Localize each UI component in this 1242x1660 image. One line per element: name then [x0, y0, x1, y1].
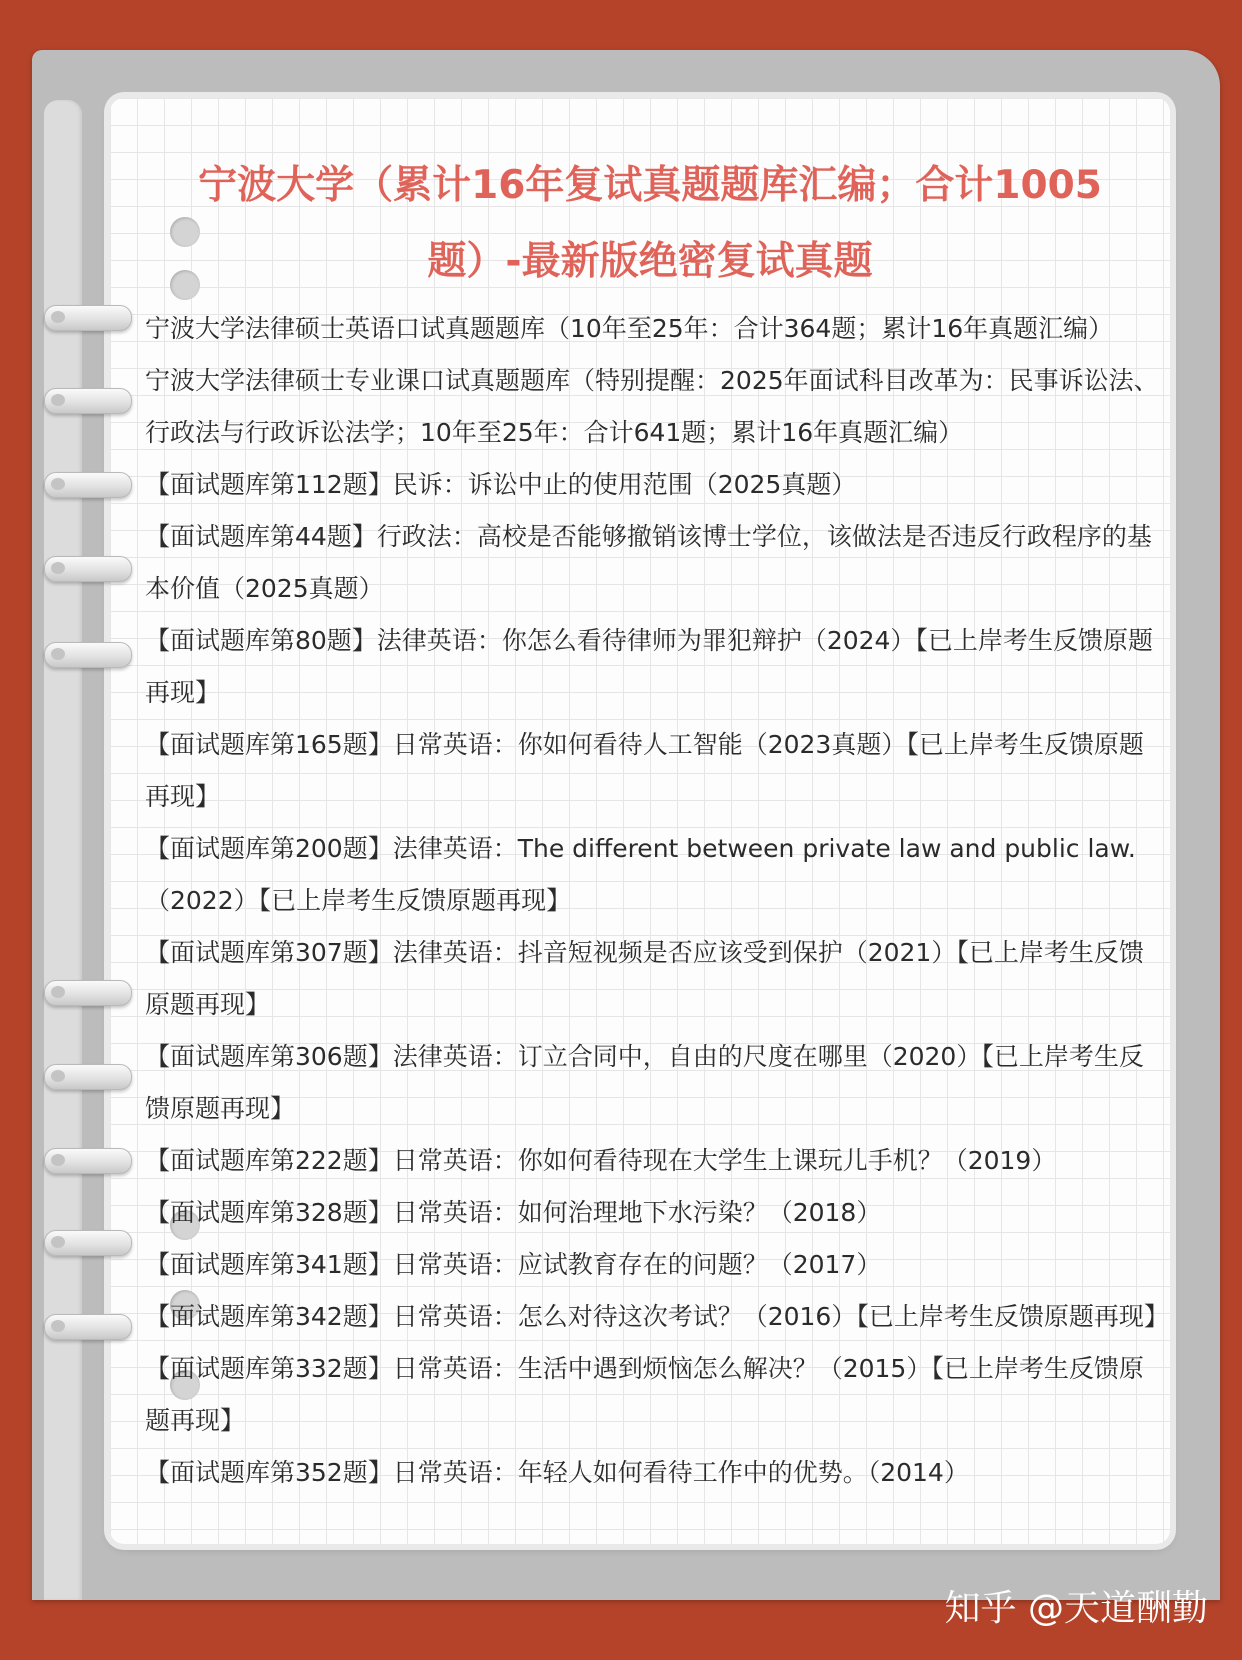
list-item: 【面试题库第307题】法律英语：抖音短视频是否应该受到保护（2021）【已上岸考生反馈原题再现】 — [145, 938, 1144, 1019]
list-item: 宁波大学法律硕士英语口试真题题库（10年至25年：合计364题；累计16年真题汇编） — [145, 314, 1114, 343]
binder-ring — [44, 642, 132, 668]
binder-ring — [44, 1230, 132, 1256]
list-item: 【面试题库第342题】日常英语：怎么对待这次考试？（2016）【已上岸考生反馈原题再现】 — [145, 1302, 1169, 1331]
list-item: 宁波大学法律硕士专业课口试真题题库（特别提醒：2025年面试科目改革为：民事诉讼法、行政法与行政诉讼法学；10年至25年：合计641题；累计16年真题汇编） — [145, 366, 1159, 447]
watermark: 知乎 @天道酬勤 — [944, 1588, 1208, 1629]
list-item: 【面试题库第222题】日常英语：你如何看待现在大学生上课玩儿手机？（2019） — [145, 1146, 1057, 1175]
list-item: 【面试题库第112题】民诉：诉讼中止的使用范围（2025真题） — [145, 470, 857, 499]
binder-ring — [44, 1314, 132, 1340]
binder-ring — [44, 388, 132, 414]
question-list — [145, 303, 1169, 1499]
title-line-2: 题）-最新版绝密复试真题 — [427, 239, 873, 284]
list-item: 【面试题库第44题】行政法：高校是否能够撤销该博士学位，该做法是否违反行政程序的基本价值（2025真题） — [145, 522, 1152, 603]
binder-ring — [44, 980, 132, 1006]
list-item: 【面试题库第332题】日常英语：生活中遇到烦恼怎么解决？（2015）【已上岸考生反馈原题再现】 — [145, 1354, 1144, 1435]
document-title — [180, 148, 1120, 300]
list-item: 【面试题库第306题】法律英语：订立合同中，自由的尺度在哪里（2020）【已上岸考生反馈原题再现】 — [145, 1042, 1144, 1123]
list-item: 【面试题库第200题】法律英语：The different between private law and public law.（2022）【已上岸考生反馈原题再现】 — [145, 834, 1136, 915]
binder-ring — [44, 1064, 132, 1090]
binder-ring — [44, 556, 132, 582]
list-item: 【面试题库第80题】法律英语：你怎么看待律师为罪犯辩护（2024）【已上岸考生反馈原题再现】 — [145, 626, 1153, 707]
list-item: 【面试题库第341题】日常英语：应试教育存在的问题？（2017） — [145, 1250, 882, 1279]
list-item: 【面试题库第165题】日常英语：你如何看待人工智能（2023真题）【已上岸考生反馈原题再现】 — [145, 730, 1144, 811]
binder-ring — [44, 305, 132, 331]
binder-ring — [44, 1148, 132, 1174]
title-line-1: 宁波大学（累计16年复试真题题库汇编；合计1005 — [198, 163, 1102, 208]
list-item: 【面试题库第328题】日常英语：如何治理地下水污染？（2018） — [145, 1198, 882, 1227]
list-item: 【面试题库第352题】日常英语：年轻人如何看待工作中的优势。（2014） — [145, 1458, 969, 1487]
binder-ring — [44, 472, 132, 498]
